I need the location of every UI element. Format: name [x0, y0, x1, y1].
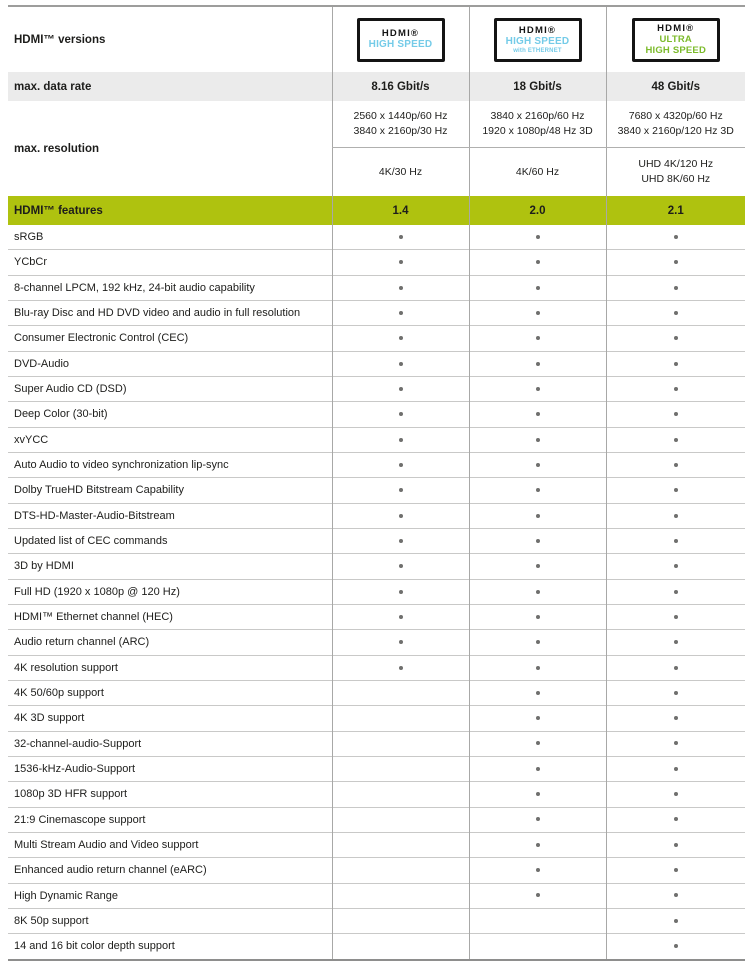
support-dot	[674, 741, 678, 745]
support-dot	[399, 640, 403, 644]
feature-row	[8, 934, 745, 960]
feature-supported-cell	[469, 478, 606, 503]
support-dot	[674, 336, 678, 340]
feature-label: Auto Audio to video synchronization lip-sync	[8, 452, 332, 477]
feature-label: 32-channel-audio-Support	[8, 731, 332, 756]
feature-row	[8, 680, 745, 705]
feature-label: Enhanced audio return channel (eARC)	[8, 858, 332, 883]
feature-supported-cell	[606, 883, 745, 908]
data-rate-row	[8, 72, 745, 101]
feature-supported-cell	[606, 655, 745, 680]
support-dot	[674, 919, 678, 923]
feature-supported-cell	[606, 250, 745, 275]
versions-label: HDMI™ versions	[14, 33, 106, 46]
support-dot	[674, 767, 678, 771]
feature-supported-cell	[469, 807, 606, 832]
support-dot	[674, 868, 678, 872]
support-dot	[674, 792, 678, 796]
feature-supported-cell	[606, 604, 745, 629]
feature-supported-cell	[606, 554, 745, 579]
feature-label: 4K 50/60p support	[8, 680, 332, 705]
feature-empty-cell	[332, 680, 469, 705]
resolution-cell	[469, 148, 606, 197]
support-dot	[399, 666, 403, 670]
support-dot	[536, 767, 540, 771]
hdmi-comparison-table	[8, 5, 745, 961]
version-number: 1.4	[332, 196, 469, 225]
feature-label: High Dynamic Range	[8, 883, 332, 908]
feature-row	[8, 503, 745, 528]
feature-supported-cell	[469, 351, 606, 376]
feature-supported-cell	[606, 376, 745, 401]
support-dot	[536, 843, 540, 847]
feature-empty-cell	[469, 934, 606, 960]
feature-label: Consumer Electronic Control (CEC)	[8, 326, 332, 351]
version-number: 2.0	[469, 196, 606, 225]
resolution-label: max. resolution	[14, 142, 99, 155]
support-dot	[399, 387, 403, 391]
support-dot	[399, 311, 403, 315]
feature-label: sRGB	[14, 231, 44, 244]
feature-row	[8, 427, 745, 452]
feature-supported-cell	[469, 250, 606, 275]
feature-row	[8, 630, 745, 655]
feature-row	[8, 478, 745, 503]
feature-supported-cell	[469, 402, 606, 427]
support-dot	[536, 792, 540, 796]
feature-supported-cell	[332, 376, 469, 401]
support-dot	[536, 590, 540, 594]
feature-row	[8, 452, 745, 477]
feature-label: 14 and 16 bit color depth support	[8, 934, 332, 960]
feature-supported-cell	[469, 883, 606, 908]
support-dot	[536, 311, 540, 315]
support-dot	[674, 716, 678, 720]
feature-label: DTS-HD-Master-Audio-Bitstream	[8, 503, 332, 528]
support-dot	[674, 539, 678, 543]
feature-supported-cell	[332, 528, 469, 553]
badge-line-ultra: ULTRA	[659, 34, 692, 45]
support-dot	[536, 362, 540, 366]
features-body	[8, 225, 745, 960]
support-dot	[674, 438, 678, 442]
feature-empty-cell	[332, 883, 469, 908]
support-dot	[536, 387, 540, 391]
support-dot	[399, 438, 403, 442]
feature-empty-cell	[332, 706, 469, 731]
feature-row	[8, 908, 745, 933]
feature-supported-cell	[606, 528, 745, 553]
feature-label: Super Audio CD (DSD)	[8, 376, 332, 401]
hdmi-ultra-high-speed-badge	[632, 18, 720, 62]
feature-label: DVD-Audio	[8, 351, 332, 376]
feature-supported-cell	[469, 655, 606, 680]
feature-supported-cell	[332, 604, 469, 629]
feature-supported-cell	[469, 427, 606, 452]
support-dot	[674, 514, 678, 518]
support-dot	[536, 640, 540, 644]
feature-supported-cell	[332, 427, 469, 452]
feature-supported-cell	[332, 503, 469, 528]
feature-supported-cell	[606, 351, 745, 376]
feature-supported-cell	[332, 630, 469, 655]
features-header-row	[8, 196, 745, 225]
feature-supported-cell	[606, 756, 745, 781]
support-dot	[536, 893, 540, 897]
feature-row	[8, 351, 745, 376]
support-dot	[536, 514, 540, 518]
feature-supported-cell	[469, 604, 606, 629]
feature-label: 4K 3D support	[8, 706, 332, 731]
support-dot	[674, 590, 678, 594]
feature-label: xvYCC	[8, 427, 332, 452]
feature-supported-cell	[469, 706, 606, 731]
resolution-line: 4K/30 Hz	[378, 165, 423, 178]
data-rate-value: 48 Gbit/s	[606, 72, 745, 101]
feature-supported-cell	[469, 579, 606, 604]
feature-row	[8, 225, 745, 250]
hdmi-logo: HDMI®	[518, 24, 557, 36]
resolution-line: 3840 x 2160p/60 Hz	[490, 110, 585, 122]
support-dot	[399, 235, 403, 239]
hdmi-comparison-container	[8, 5, 745, 961]
feature-supported-cell	[469, 376, 606, 401]
feature-empty-cell	[469, 908, 606, 933]
feature-empty-cell	[332, 858, 469, 883]
feature-supported-cell	[469, 300, 606, 325]
feature-row	[8, 275, 745, 300]
feature-supported-cell	[469, 452, 606, 477]
feature-row	[8, 731, 745, 756]
feature-supported-cell	[606, 452, 745, 477]
resolution-line: 3840 x 2160p/30 Hz	[353, 125, 448, 137]
feature-supported-cell	[332, 554, 469, 579]
hdmi-logo: HDMI®	[657, 23, 695, 34]
resolution-cell	[332, 101, 469, 148]
feature-row	[8, 604, 745, 629]
feature-supported-cell	[606, 300, 745, 325]
feature-label: 1536-kHz-Audio-Support	[8, 756, 332, 781]
badge-cell-high-speed	[332, 6, 469, 72]
resolution-cell	[606, 101, 745, 148]
feature-supported-cell	[469, 275, 606, 300]
badge-cell-high-speed-ethernet	[469, 6, 606, 72]
feature-supported-cell	[606, 275, 745, 300]
feature-supported-cell	[606, 858, 745, 883]
feature-supported-cell	[332, 402, 469, 427]
support-dot	[674, 817, 678, 821]
feature-supported-cell	[332, 655, 469, 680]
support-dot	[674, 666, 678, 670]
feature-row	[8, 782, 745, 807]
feature-supported-cell	[332, 250, 469, 275]
feature-row	[8, 528, 745, 553]
feature-supported-cell	[332, 300, 469, 325]
feature-label: 1080p 3D HFR support	[8, 782, 332, 807]
data-rate-value: 8.16 Gbit/s	[332, 72, 469, 101]
resolution-line: UHD 4K/120 Hz	[638, 158, 714, 170]
support-dot	[674, 615, 678, 619]
support-dot	[536, 716, 540, 720]
support-dot	[674, 640, 678, 644]
feature-supported-cell	[332, 275, 469, 300]
feature-supported-cell	[606, 427, 745, 452]
feature-label: Full HD (1920 x 1080p @ 120 Hz)	[8, 579, 332, 604]
support-dot	[399, 564, 403, 568]
support-dot	[536, 691, 540, 695]
resolution-line: 2560 x 1440p/60 Hz	[353, 110, 448, 122]
feature-label: Deep Color (30-bit)	[8, 402, 332, 427]
feature-supported-cell	[606, 579, 745, 604]
badge-cell-ultra-high-speed	[606, 6, 745, 72]
support-dot	[399, 260, 403, 264]
feature-supported-cell	[469, 731, 606, 756]
feature-empty-cell	[332, 934, 469, 960]
support-dot	[399, 286, 403, 290]
feature-label: 8K 50p support	[8, 908, 332, 933]
support-dot	[399, 590, 403, 594]
feature-label: 3D by HDMI	[8, 554, 332, 579]
feature-supported-cell	[606, 225, 745, 250]
support-dot	[674, 463, 678, 467]
support-dot	[536, 741, 540, 745]
feature-supported-cell	[469, 554, 606, 579]
support-dot	[536, 564, 540, 568]
support-dot	[536, 539, 540, 543]
feature-supported-cell	[469, 832, 606, 857]
feature-label: YCbCr	[8, 250, 332, 275]
support-dot	[399, 362, 403, 366]
feature-supported-cell	[332, 478, 469, 503]
feature-supported-cell	[606, 908, 745, 933]
feature-label: 21:9 Cinemascope support	[8, 807, 332, 832]
resolution-cell	[606, 148, 745, 197]
support-dot	[536, 615, 540, 619]
feature-supported-cell	[606, 807, 745, 832]
hdmi-logo: HDMI®	[381, 28, 420, 39]
features-header-label: HDMI™ features	[8, 196, 332, 225]
feature-row	[8, 376, 745, 401]
support-dot	[674, 387, 678, 391]
feature-supported-cell	[332, 225, 469, 250]
feature-supported-cell	[469, 680, 606, 705]
badge-line-high-speed: HIGH SPEED	[505, 35, 570, 47]
support-dot	[674, 893, 678, 897]
feature-label: Updated list of CEC commands	[8, 528, 332, 553]
resolution-line: UHD 8K/60 Hz	[641, 173, 711, 185]
feature-supported-cell	[606, 680, 745, 705]
feature-row	[8, 579, 745, 604]
resolution-row-1	[8, 101, 745, 148]
feature-row	[8, 326, 745, 351]
support-dot	[399, 514, 403, 518]
feature-row	[8, 756, 745, 781]
feature-supported-cell	[469, 503, 606, 528]
data-rate-value: 18 Gbit/s	[469, 72, 606, 101]
feature-empty-cell	[332, 731, 469, 756]
feature-supported-cell	[332, 326, 469, 351]
support-dot	[536, 817, 540, 821]
feature-supported-cell	[606, 503, 745, 528]
support-dot	[674, 691, 678, 695]
hdmi-high-speed-ethernet-badge	[494, 18, 582, 62]
feature-row	[8, 706, 745, 731]
feature-label: Multi Stream Audio and Video support	[8, 832, 332, 857]
feature-supported-cell	[469, 326, 606, 351]
support-dot	[674, 235, 678, 239]
feature-label: 8-channel LPCM, 192 kHz, 24-bit audio capability	[8, 275, 332, 300]
versions-row	[8, 6, 745, 72]
support-dot	[674, 286, 678, 290]
support-dot	[399, 615, 403, 619]
support-dot	[399, 412, 403, 416]
support-dot	[536, 286, 540, 290]
version-number: 2.1	[606, 196, 745, 225]
feature-row	[8, 402, 745, 427]
feature-supported-cell	[332, 452, 469, 477]
feature-row	[8, 554, 745, 579]
support-dot	[399, 336, 403, 340]
feature-empty-cell	[332, 756, 469, 781]
feature-empty-cell	[332, 832, 469, 857]
support-dot	[674, 412, 678, 416]
feature-supported-cell	[469, 782, 606, 807]
feature-supported-cell	[606, 782, 745, 807]
support-dot	[674, 311, 678, 315]
data-rate-label: max. data rate	[8, 72, 332, 101]
support-dot	[536, 868, 540, 872]
support-dot	[536, 336, 540, 340]
support-dot	[536, 666, 540, 670]
support-dot	[536, 488, 540, 492]
feature-supported-cell	[469, 630, 606, 655]
support-dot	[399, 539, 403, 543]
feature-row	[8, 858, 745, 883]
support-dot	[536, 438, 540, 442]
resolution-line: 1920 x 1080p/48 Hz 3D	[482, 125, 593, 137]
feature-supported-cell	[606, 630, 745, 655]
feature-row	[8, 250, 745, 275]
feature-supported-cell	[606, 731, 745, 756]
feature-label: HDMI™ Ethernet channel (HEC)	[8, 604, 332, 629]
feature-label: Audio return channel (ARC)	[8, 630, 332, 655]
support-dot	[674, 564, 678, 568]
feature-supported-cell	[469, 858, 606, 883]
feature-empty-cell	[332, 807, 469, 832]
support-dot	[536, 463, 540, 467]
feature-label: 4K resolution support	[8, 655, 332, 680]
feature-supported-cell	[469, 528, 606, 553]
resolution-cell	[469, 101, 606, 148]
support-dot	[536, 260, 540, 264]
support-dot	[536, 412, 540, 416]
feature-supported-cell	[469, 225, 606, 250]
support-dot	[674, 944, 678, 948]
feature-supported-cell	[469, 756, 606, 781]
support-dot	[674, 260, 678, 264]
badge-line-with-ethernet: with ETHERNET	[513, 47, 562, 54]
resolution-cell	[332, 148, 469, 197]
support-dot	[399, 488, 403, 492]
feature-row	[8, 883, 745, 908]
support-dot	[674, 362, 678, 366]
feature-row	[8, 807, 745, 832]
resolution-line: 4K/60 Hz	[515, 165, 560, 178]
support-dot	[399, 463, 403, 467]
feature-empty-cell	[332, 908, 469, 933]
badge-line-high-speed: HIGH SPEED	[645, 45, 707, 56]
feature-supported-cell	[606, 706, 745, 731]
resolution-line: 7680 x 4320p/60 Hz	[628, 110, 723, 122]
resolution-line: 3840 x 2160p/120 Hz 3D	[617, 125, 734, 137]
feature-supported-cell	[606, 934, 745, 960]
badge-line-high-speed: HIGH SPEED	[368, 39, 433, 50]
feature-label: Dolby TrueHD Bitstream Capability	[8, 478, 332, 503]
hdmi-high-speed-badge	[357, 18, 445, 62]
feature-supported-cell	[606, 832, 745, 857]
feature-row	[8, 832, 745, 857]
feature-empty-cell	[332, 782, 469, 807]
feature-label: Blu-ray Disc and HD DVD video and audio in full resolution	[8, 300, 332, 325]
support-dot	[674, 488, 678, 492]
feature-supported-cell	[606, 478, 745, 503]
feature-supported-cell	[332, 351, 469, 376]
feature-supported-cell	[606, 326, 745, 351]
feature-supported-cell	[606, 402, 745, 427]
feature-row	[8, 655, 745, 680]
support-dot	[674, 843, 678, 847]
feature-supported-cell	[332, 579, 469, 604]
support-dot	[536, 235, 540, 239]
feature-row	[8, 300, 745, 325]
